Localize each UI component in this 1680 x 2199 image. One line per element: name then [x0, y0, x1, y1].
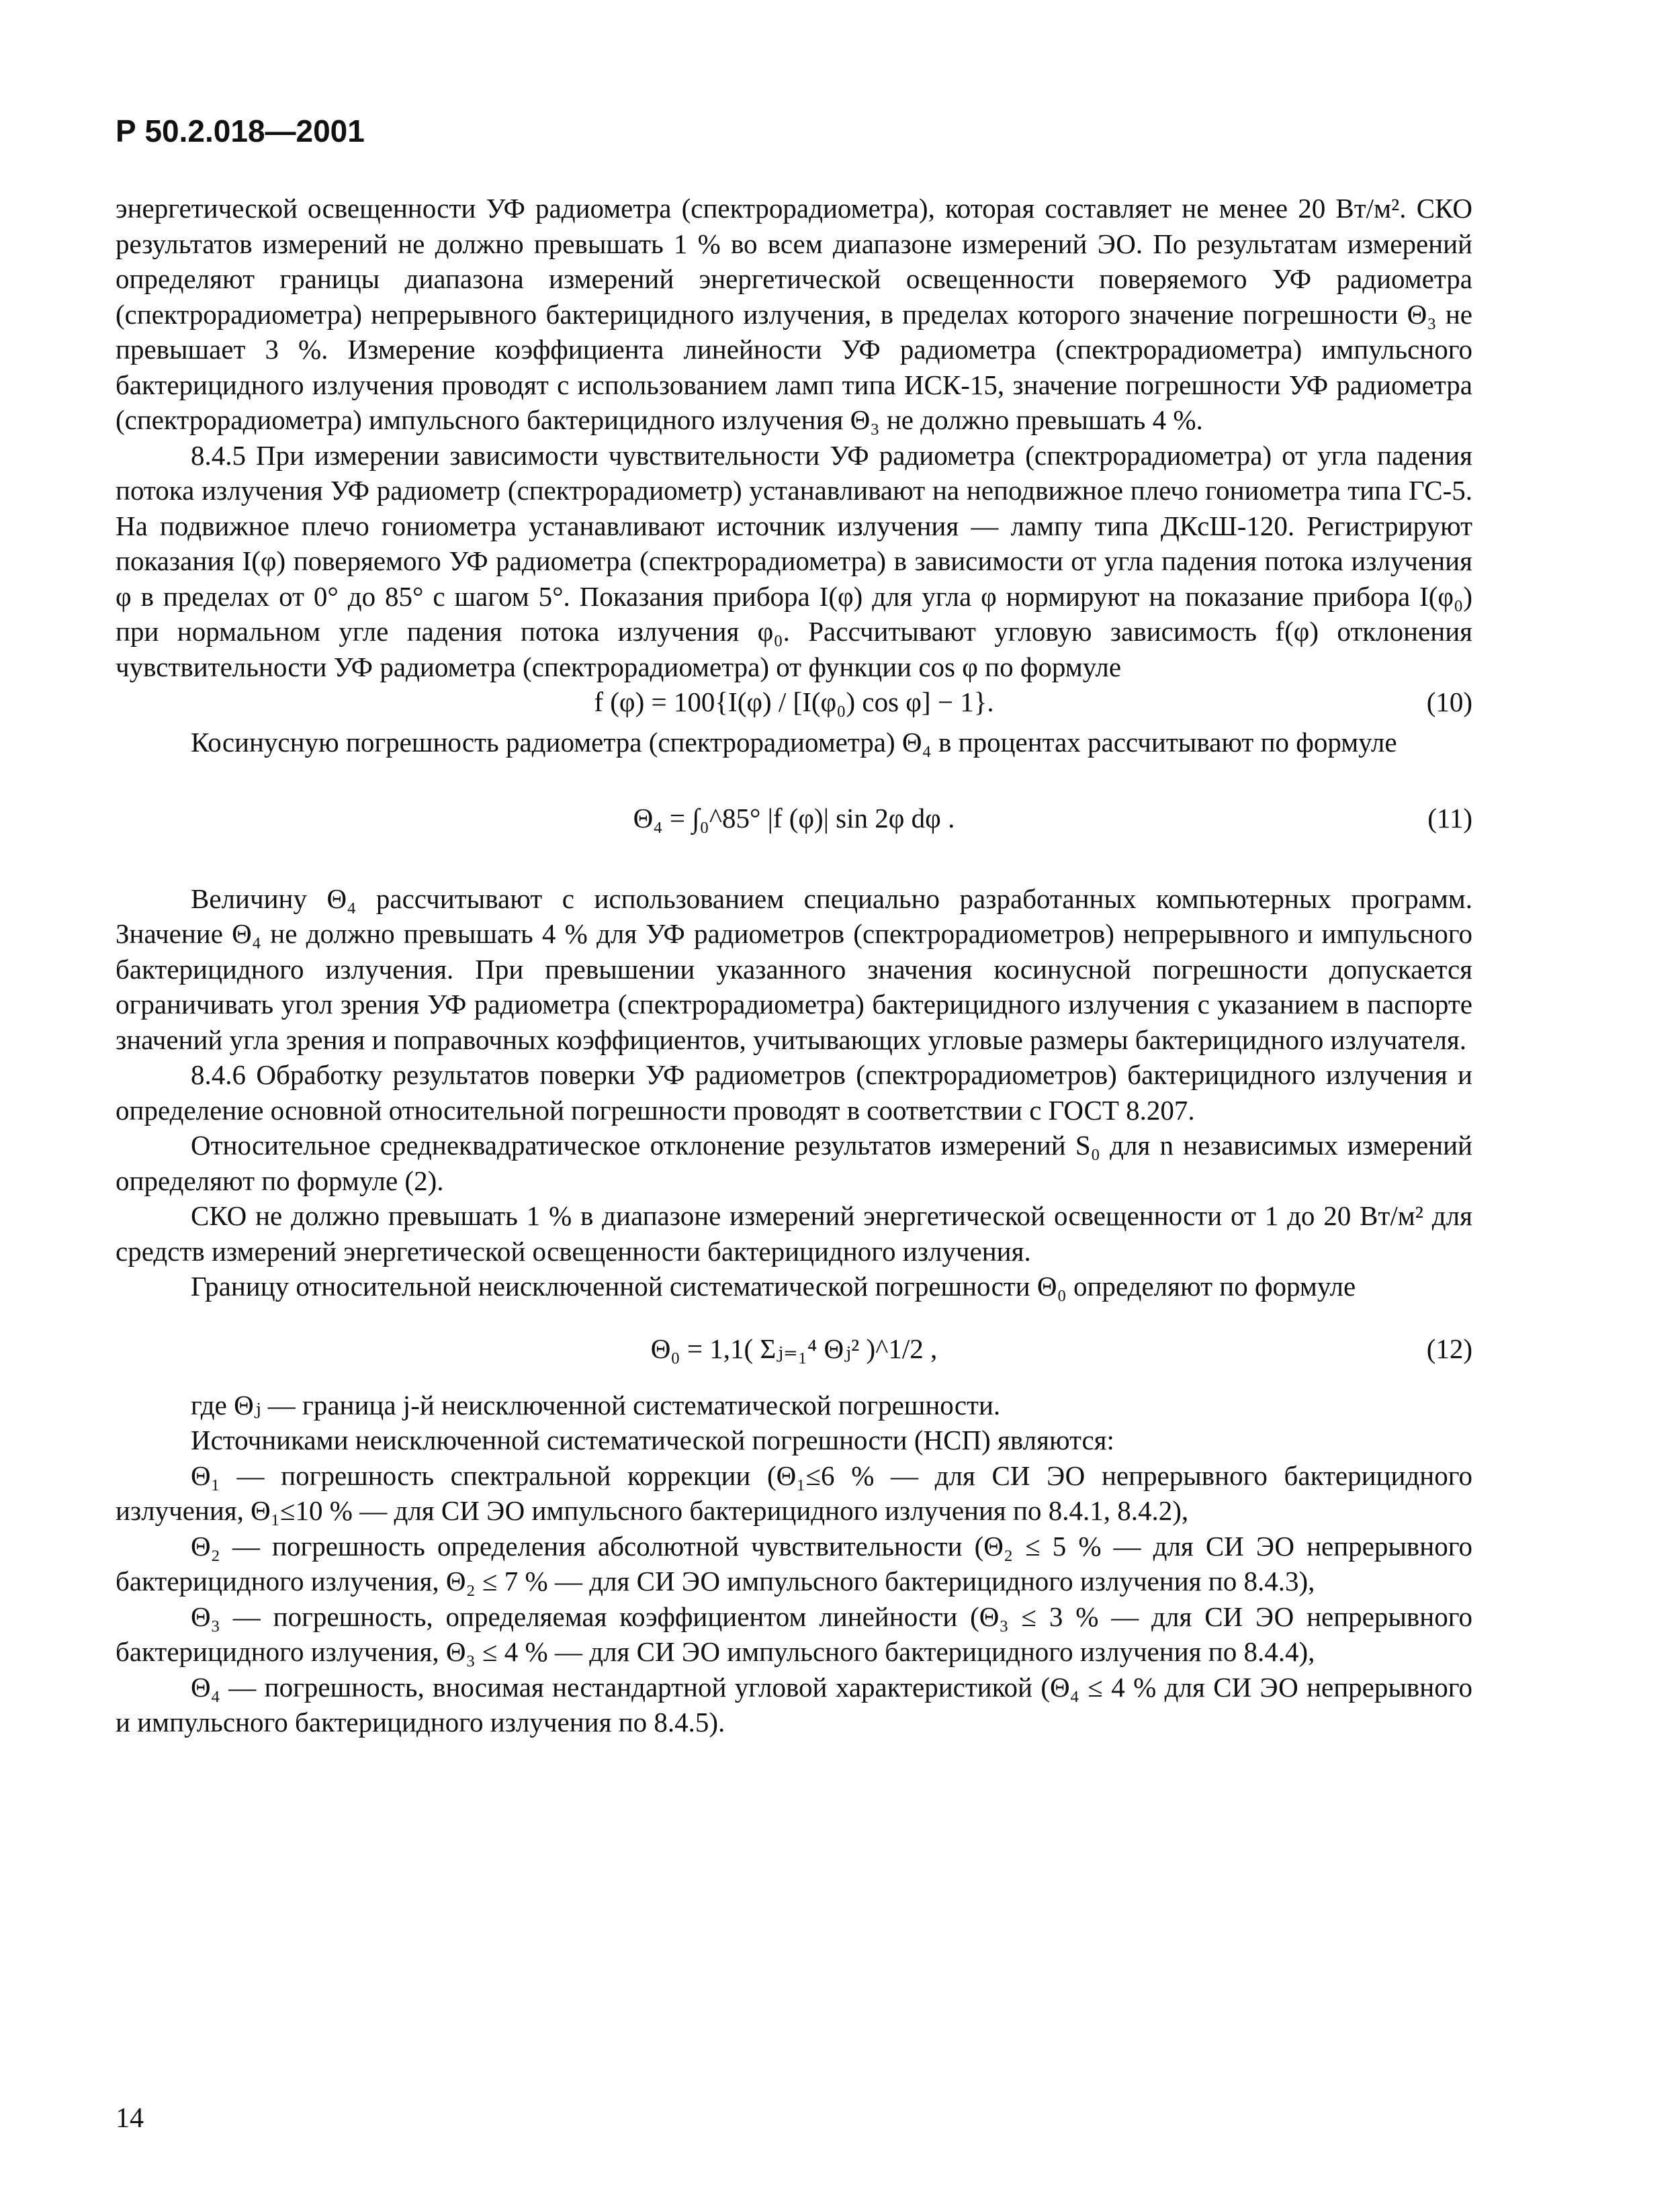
paragraph: Θ₁ — погрешность спектральной коррекции (Θ₁≤6 % — для СИ ЭО непрерывного бактерицидного излучения, Θ₁≤10 % — для СИ ЭО импульсного бактерицидного излучения по 8.4.1, 8.4.2), — [116, 1460, 1472, 1526]
paragraph: Косинусную погрешность радиометра (спектрорадиометра) Θ₄ в процентах рассчитывают по формуле — [191, 727, 1397, 758]
body-text — [116, 191, 1472, 1740]
formula-10: f (φ) = 100{I(φ) / [I(φ₀) cos φ] − 1}. — [594, 686, 994, 717]
paragraph: энергетической освещенности УФ радиометра (спектрорадиометра), которая составляет не менее 20 Вт/м². СКО результатов измерений не должно превышать 1 % во всем диапазоне измерений ЭО. По результатам измерений определяют границы диапазона измерений энергетической освещенности поверяемого УФ радиометра (спектрорадиометра) непрерывного бактерицидного излучения, в пределах которого значение погрешности Θ₃ не превышает 3 %. Измерение коэффициента линейности УФ радиометра (спектрорадиометра) импульсного бактерицидного излучения проводят с использованием ламп типа ИСК-15, значение погрешности УФ радиометра (спектрорадиометра) импульсного бактерицидного излучения Θ₃ не должно превышать 4 %. — [116, 193, 1472, 435]
equation-number: (10) — [1426, 686, 1472, 717]
page-number: 14 — [116, 2103, 144, 2134]
document-number: Р 50.2.018—2001 — [116, 114, 365, 148]
formula-10-row — [116, 684, 1472, 725]
paragraph: Относительное среднеквадратическое отклонение результатов измерений S₀ для n независимых измерений определяют по формуле (2). — [116, 1130, 1472, 1196]
paragraph: Источниками неисключенной систематической погрешности (НСП) являются: — [191, 1425, 1114, 1455]
equation-number: (11) — [1427, 802, 1472, 834]
paragraph: Величину Θ₄ рассчитывают с использованием специально разработанных компьютерных программ. Значение Θ₄ не должно превышать 4 % для УФ радиометров (спектрорадиометров) непрерывного и импульсного бактерицидного излучения. При превышении указанного значения косинусной погрешности допускается ограничивать угол зрения УФ радиометра (спектрорадиометра) бактерицидного излучения с указанием в паспорте значений угла зрения и поправочных коэффициентов, учитывающих угловые размеры бактерицидного излучателя. — [116, 883, 1472, 1055]
paragraph: 8.4.5 При измерении зависимости чувствительности УФ радиометра (спектрорадиометра) от угла падения потока излучения УФ радиометр (спектрорадиометр) устанавливают на неподвижное плечо гониометра типа ГС-5. На подвижное плечо гониометра устанавливают источник излучения — лампу типа ДКсШ-120. Регистрируют показания I(φ) поверяемого УФ радиометра (спектрорадиометра) в зависимости от угла падения потока излучения φ в пределах от 0° до 85° с шагом 5°. Показания прибора I(φ) для угла φ нормируют на показание прибора I(φ₀) при нормальном угле падения потока излучения φ₀. Рассчитывают угловую зависимость f(φ) отклонения чувствительности УФ радиометра (спектрорадиометра) от функции cos φ по формуле — [116, 439, 1472, 682]
equation-number: (12) — [1426, 1333, 1472, 1364]
formula-11-row — [116, 760, 1472, 881]
paragraph: Θ₃ — погрешность, определяемая коэффициентом линейности (Θ₃ ≤ 3 % — для СИ ЭО непрерывного бактерицидного излучения, Θ₃ ≤ 4 % — для СИ ЭО импульсного бактерицидного излучения по 8.4.4), — [116, 1601, 1472, 1667]
formula-12: Θ₀ = 1,1( Σⱼ₌₁⁴ Θⱼ² )^1/2 , — [650, 1333, 938, 1364]
formula-12-row — [116, 1304, 1472, 1388]
paragraph: Границу относительной неисключенной систематической погрешности Θ₀ определяют по формуле — [191, 1271, 1356, 1302]
formula-11: Θ₄ = ∫₀^85° |f (φ)| sin 2φ dφ . — [633, 802, 955, 834]
paragraph: Θ₂ — погрешность определения абсолютной чувствительности (Θ₂ ≤ 5 % — для СИ ЭО непрерывного бактерицидного излучения, Θ₂ ≤ 7 % — для СИ ЭО импульсного бактерицидного излучения по 8.4.3), — [116, 1530, 1472, 1597]
paragraph: где Θⱼ — граница j-й неисключенной систематической погрешности. — [191, 1389, 1001, 1421]
paragraph: 8.4.6 Обработку результатов поверки УФ радиометров (спектрорадиометров) бактерицидного излучения и определение основной относительной погрешности проводят в соответствии с ГОСТ 8.207. — [116, 1059, 1472, 1126]
paragraph: Θ₄ — погрешность, вносимая нестандартной угловой характеристикой (Θ₄ ≤ 4 % для СИ ЭО непрерывного и импульсного бактерицидного излучения по 8.4.5). — [116, 1671, 1472, 1738]
paragraph: СКО не должно превышать 1 % в диапазоне измерений энергетической освещенности от 1 до 20 Вт/м² для средств измерений энергетической освещенности бактерицидного излучения. — [116, 1200, 1472, 1267]
